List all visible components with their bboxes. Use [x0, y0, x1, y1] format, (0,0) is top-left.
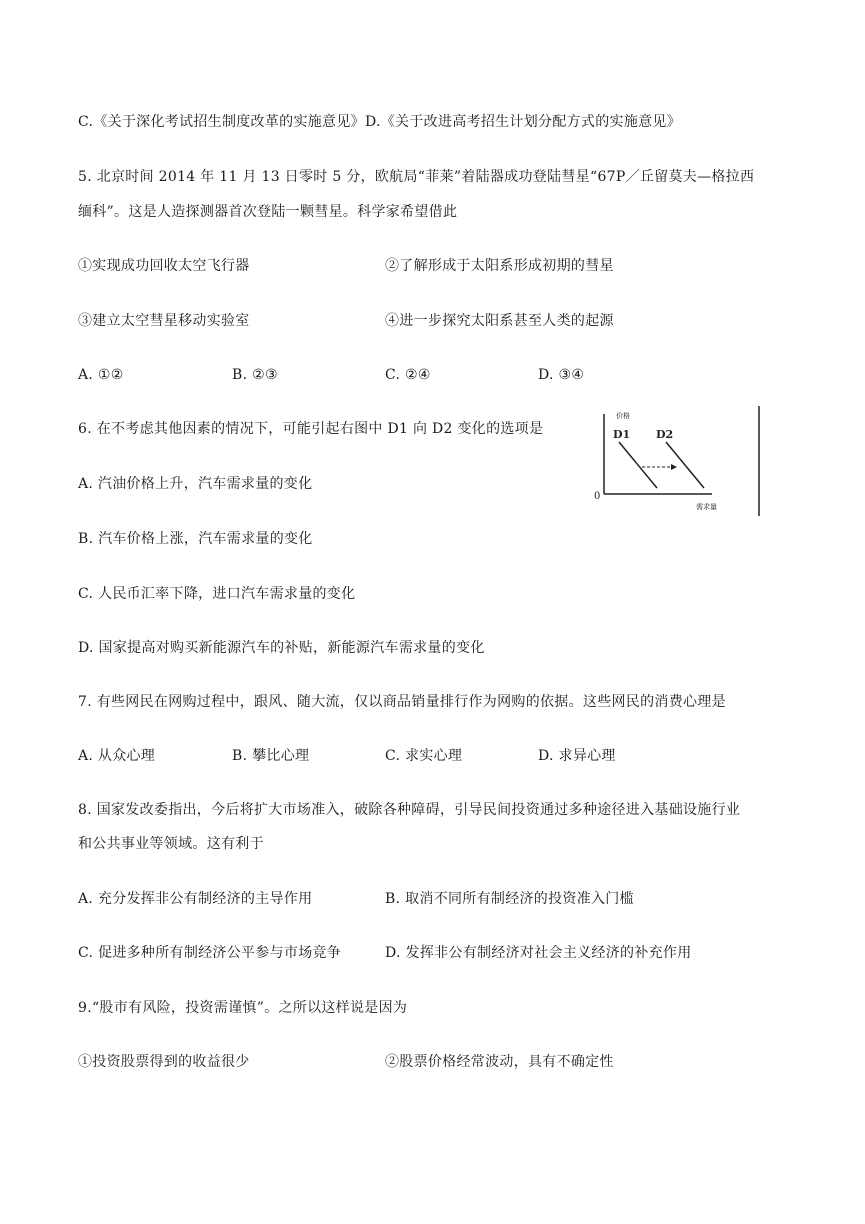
- q6-option-c: C. 人民币汇率下降，进口汽车需求量的变化: [78, 586, 356, 602]
- q5-option-d: D. ③④: [538, 367, 585, 383]
- q8-option-c: C. 促进多种所有制经济公平参与市场竞争: [78, 945, 342, 961]
- q5-option-a: A. ①②: [78, 367, 124, 383]
- demand-curve-svg: [588, 404, 768, 519]
- q7-option-b: B. 攀比心理: [232, 748, 310, 764]
- q6-option-d: D. 国家提高对购买新能源汽车的补贴，新能源汽车需求量的变化: [78, 640, 485, 656]
- origin-label: 0: [594, 491, 601, 502]
- q8-option-a: A. 充分发挥非公有制经济的主导作用: [78, 891, 313, 907]
- q9-item-2: ②股票价格经常波动，具有不确定性: [385, 1054, 614, 1070]
- q8-option-b: B. 取消不同所有制经济的投资准入门槛: [385, 891, 634, 907]
- q5-item-2: ②了解形成于太阳系形成初期的彗星: [385, 258, 614, 274]
- demand-curve-d1: [619, 442, 657, 488]
- q9-stem: 9.“股市有风险，投资需谨慎”。之所以这样说是因为: [78, 1000, 408, 1016]
- q6-stem: 6. 在不考虑其他因素的情况下，可能引起右图中 D1 向 D2 变化的选项是: [78, 421, 544, 437]
- q7-option-a: A. 从众心理: [78, 748, 156, 764]
- q7-option-c: C. 求实心理: [385, 748, 463, 764]
- curve-d2-label: D2: [656, 428, 674, 441]
- q7-option-d: D. 求异心理: [538, 748, 616, 764]
- q6-option-b: B. 汽车价格上涨，汽车需求量的变化: [78, 531, 313, 547]
- q5-item-4: ④进一步探究太阳系甚至人类的起源: [385, 313, 614, 329]
- q6-option-a: A. 汽油价格上升，汽车需求量的变化: [78, 476, 313, 492]
- demand-curve-d2: [666, 442, 704, 488]
- q5-item-1: ①实现成功回收太空飞行器: [78, 258, 250, 274]
- q5-item-3: ③建立太空彗星移动实验室: [78, 313, 250, 329]
- q4-options-cd: C.《关于深化考试招生制度改革的实施意见》D.《关于改进高考招生计划分配方式的实施意见》: [78, 114, 682, 130]
- q5-option-b: B. ②③: [232, 367, 278, 383]
- y-axis-label: 价格: [616, 412, 630, 420]
- q5-stem-line1: 5. 北京时间 2014 年 11 月 13 日零时 5 分，欧航局“菲莱”着陆器成功登陆彗星“67P／丘留莫夫—格拉西: [78, 169, 755, 185]
- q7-stem: 7. 有些网民在网购过程中，跟风、随大流，仅以商品销量排行作为网购的依据。这些网民的消费心理是: [78, 694, 726, 710]
- q5-stem-line2: 缅科”。这是人造探测器首次登陆一颗彗星。科学家希望借此: [78, 204, 458, 220]
- curve-d1-label: D1: [613, 428, 631, 441]
- demand-curve-figure: [588, 404, 768, 519]
- q9-item-1: ①投资股票得到的收益很少: [78, 1054, 250, 1070]
- q8-stem-line2: 和公共事业等领域。这有利于: [78, 836, 264, 852]
- x-axis-label: 需求量: [696, 503, 717, 511]
- q8-option-d: D. 发挥非公有制经济对社会主义经济的补充作用: [385, 945, 692, 961]
- q8-stem-line1: 8. 国家发改委指出，今后将扩大市场准入，破除各种障碍，引导民间投资通过多种途径进入基础设施行业: [78, 802, 741, 818]
- q5-option-c: C. ②④: [385, 367, 431, 383]
